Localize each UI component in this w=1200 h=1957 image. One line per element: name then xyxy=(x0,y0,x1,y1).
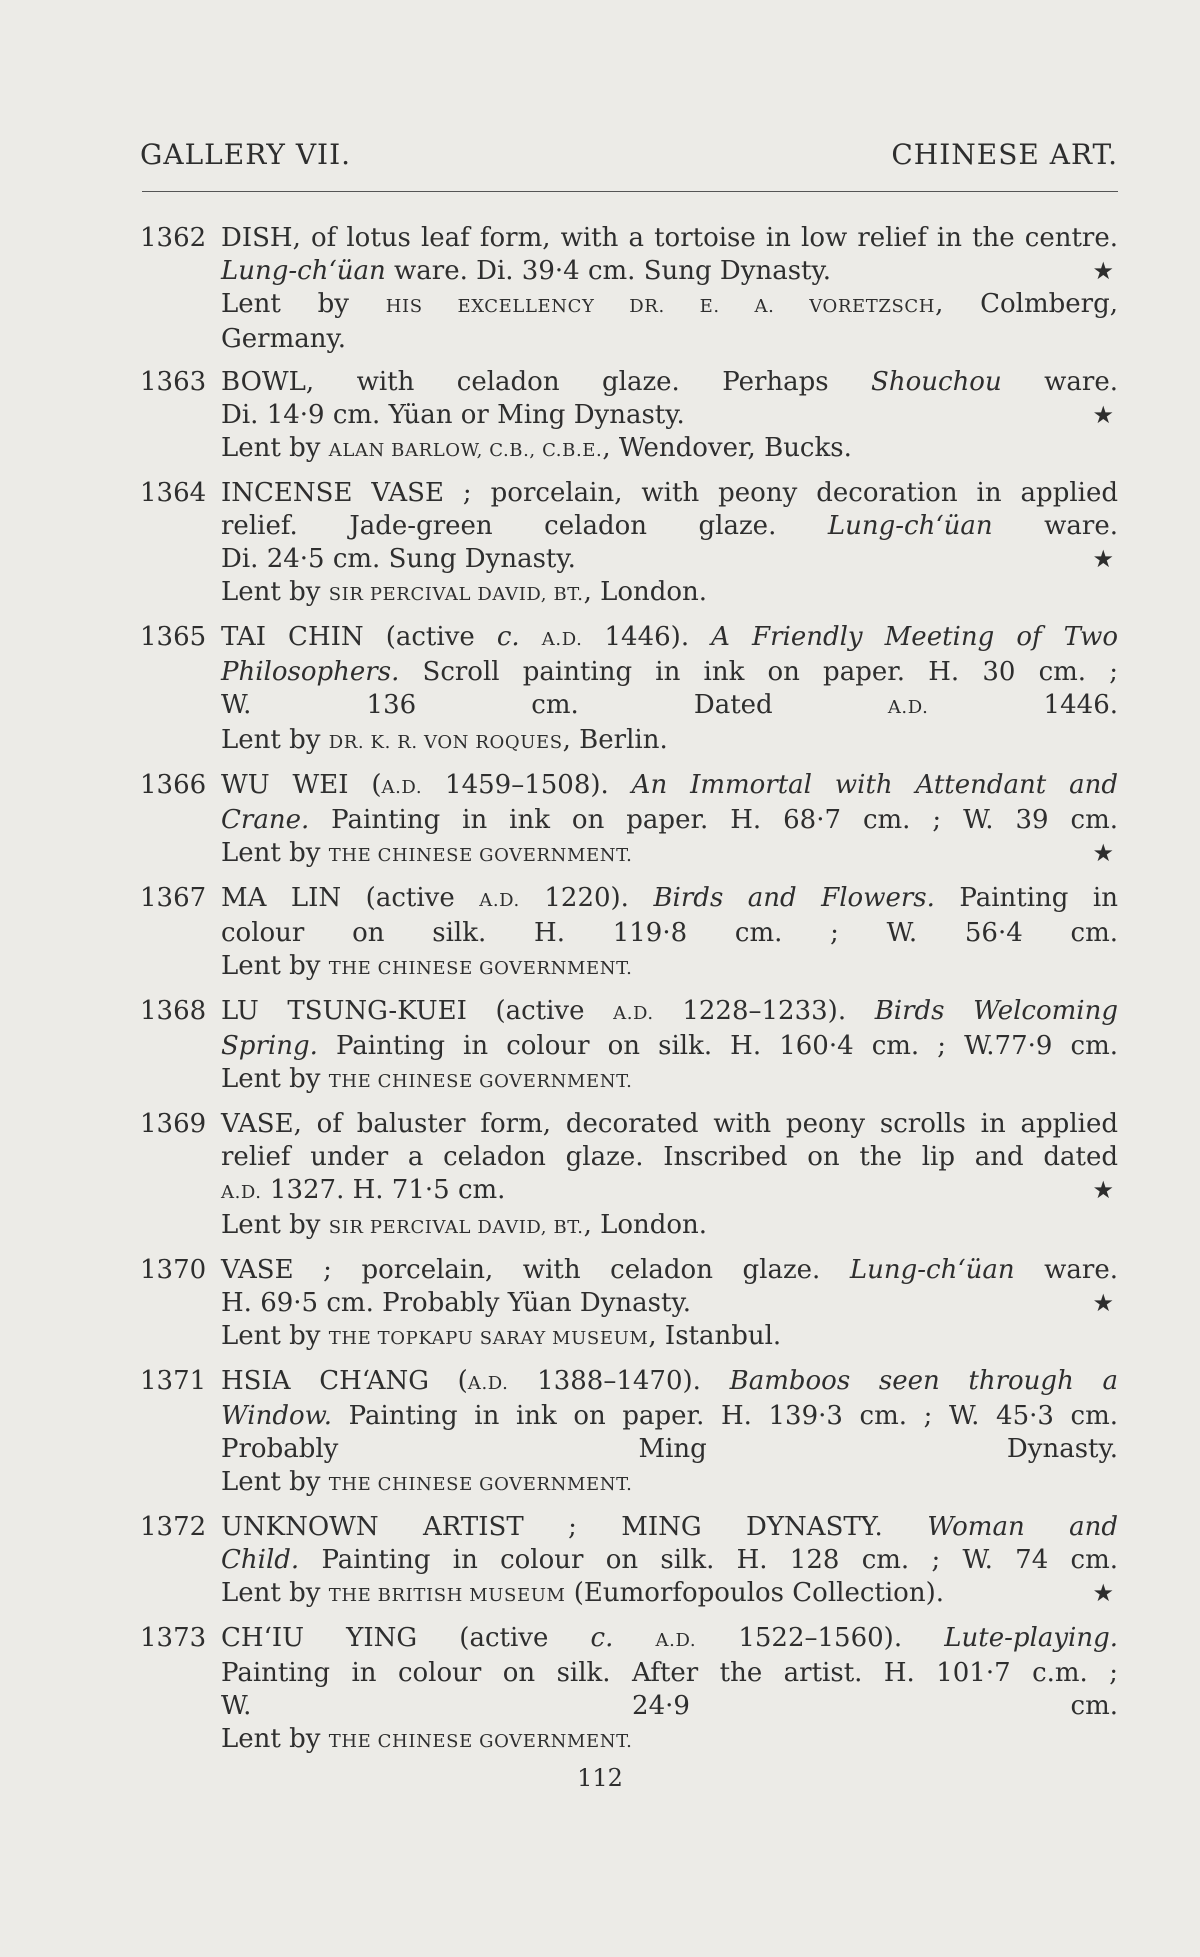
entry-number: 1372 xyxy=(140,1512,207,1542)
lender-name: THE CHINESE GOVERNMENT. xyxy=(328,1474,633,1495)
entry-number: 1367 xyxy=(140,883,207,913)
lender-name: THE TOPKAPU SARAY MUSEUM xyxy=(328,1328,649,1349)
star-icon: ★ xyxy=(1092,545,1114,573)
entry-line xyxy=(221,689,1118,724)
entry-text: 1446). xyxy=(582,622,712,652)
entry-line xyxy=(221,1365,1118,1400)
italic-title: A Friendly Meeting of Two xyxy=(711,622,1118,652)
entry-text: Painting in colour on silk. After the artist. H. 101·7 c.m. ; xyxy=(221,1658,1118,1688)
entry-text: Painting in ink on paper. H. 68·7 cm. ; W. 39 cm. xyxy=(309,805,1118,835)
lender-name: A.D. xyxy=(541,629,583,650)
entry-text: colour on silk. H. 119·8 cm. ; W. 56·4 cm. xyxy=(221,918,1118,948)
entry-text: ware. xyxy=(992,511,1118,541)
catalogue-entry xyxy=(140,1511,1118,1612)
entry-text: 1459–1508). xyxy=(422,770,632,800)
lender-name: HIS EXCELLENCY DR. E. A. VORETZSCH xyxy=(385,296,936,317)
entry-text: CH‘IU YING (active xyxy=(221,1623,591,1653)
lender-name: A.D. xyxy=(887,697,929,718)
page-number: 112 xyxy=(577,1764,623,1792)
catalogue-entry xyxy=(140,1622,1118,1758)
entry-text: Lent by xyxy=(221,1467,329,1497)
catalogue-entry xyxy=(140,366,1118,467)
entry-text: Lent by xyxy=(221,1321,329,1351)
entry-line xyxy=(221,1254,1118,1287)
italic-title: c. xyxy=(496,622,520,652)
running-head-right: CHINESE ART. xyxy=(891,138,1118,171)
entry-text: Painting in ink on paper. H. 139·3 cm. ; W. 45·3 cm. xyxy=(332,1401,1118,1431)
italic-title: Woman and xyxy=(927,1512,1118,1542)
entry-text: , London. xyxy=(583,577,708,607)
italic-title: Birds and Flowers. xyxy=(653,883,935,913)
entry-line xyxy=(221,1577,1118,1612)
entry-text: Lent by xyxy=(221,725,329,755)
star-icon: ★ xyxy=(1092,1579,1114,1607)
catalogue-entry xyxy=(140,1254,1118,1355)
lender-name: SIR PERCIVAL DAVID, BT. xyxy=(328,1217,584,1238)
italic-title: Lung-ch‘üan xyxy=(849,1255,1015,1285)
entry-text: 1228–1233). xyxy=(653,996,875,1026)
lender-name: THE CHINESE GOVERNMENT. xyxy=(328,1071,633,1092)
catalogue-entry xyxy=(140,882,1118,985)
entry-text: Lent by xyxy=(221,1064,329,1094)
entry-text xyxy=(613,1623,655,1653)
entry-line xyxy=(221,1690,1118,1723)
lender-name: THE BRITISH MUSEUM xyxy=(328,1585,566,1606)
entry-line xyxy=(221,995,1118,1030)
entry-text: Di. 14·9 cm. Yüan or Ming Dynasty. xyxy=(221,400,685,430)
entry-number: 1363 xyxy=(140,367,207,397)
entry-line xyxy=(221,288,1118,323)
entry-text: VASE ; porcelain, with celadon glaze. xyxy=(221,1255,850,1285)
italic-title: Bamboos seen through a xyxy=(729,1366,1119,1396)
entry-text: LU TSUNG-KUEI (active xyxy=(221,996,614,1026)
catalogue-entry xyxy=(140,1108,1118,1244)
entry-line xyxy=(221,1622,1118,1657)
entry-text: ware. xyxy=(1001,367,1118,397)
lender-name: THE CHINESE GOVERNMENT. xyxy=(328,845,633,866)
catalogue-entry xyxy=(140,621,1118,759)
entry-line xyxy=(221,1433,1118,1466)
entry-text: ware. Di. 39·4 cm. Sung Dynasty. xyxy=(385,256,831,286)
italic-title: Shouchou xyxy=(871,367,1002,397)
entry-text: Lent by xyxy=(221,951,329,981)
star-icon: ★ xyxy=(1092,257,1114,285)
catalogue-entry xyxy=(140,769,1118,872)
entry-text: Probably Ming Dynasty. xyxy=(221,1434,1118,1464)
entry-text: Germany. xyxy=(221,324,346,354)
entry-text: , London. xyxy=(583,1210,708,1240)
entry-line xyxy=(221,1400,1118,1433)
entry-number: 1368 xyxy=(140,996,207,1026)
entry-line xyxy=(221,950,1118,985)
italic-title: Lung-ch‘üan xyxy=(827,511,993,541)
entry-line xyxy=(221,323,1118,356)
entry-line xyxy=(221,1466,1118,1501)
italic-title: Lute-playing. xyxy=(944,1623,1119,1653)
entry-line xyxy=(221,543,1118,576)
entry-text: Scroll painting in ink on paper. H. 30 cm. ; xyxy=(399,657,1118,687)
entry-text: UNKNOWN ARTIST ; MING DYNASTY. xyxy=(221,1512,928,1542)
entry-text: VASE, of baluster form, decorated with peony scrolls in applied xyxy=(221,1109,1118,1139)
entry-number: 1370 xyxy=(140,1255,207,1285)
entry-line xyxy=(221,1174,1118,1209)
entry-text: Di. 24·5 cm. Sung Dynasty. xyxy=(221,544,576,574)
entry-text: 1327. H. 71·5 cm. xyxy=(261,1175,506,1205)
entry-text: Lent by xyxy=(221,838,329,868)
entry-text: Lent by xyxy=(221,1578,329,1608)
entry-line xyxy=(221,1723,1118,1758)
entry-line xyxy=(221,477,1118,510)
lender-name: DR. K. R. VON ROQUES xyxy=(328,732,563,753)
entry-text: WU WEI ( xyxy=(221,770,382,800)
header-rule xyxy=(142,191,1118,192)
entry-number: 1365 xyxy=(140,622,207,652)
entry-text: relief. Jade-green celadon glaze. xyxy=(221,511,828,541)
lender-name: A.D. xyxy=(221,1182,262,1203)
catalogue-entry xyxy=(140,477,1118,611)
entry-line xyxy=(221,1209,1118,1244)
entry-line xyxy=(221,1108,1118,1141)
entry-text: TAI CHIN (active xyxy=(221,622,497,652)
entry-text: Lent by xyxy=(221,1210,329,1240)
entry-line xyxy=(221,399,1118,432)
catalogue-entry xyxy=(140,995,1118,1098)
italic-title: Window. xyxy=(221,1401,333,1431)
entry-line xyxy=(221,1287,1118,1320)
entry-text: , Colmberg, xyxy=(935,289,1118,319)
entry-number: 1364 xyxy=(140,478,207,508)
entry-line xyxy=(221,724,1118,759)
entry-text: , Istanbul. xyxy=(648,1321,782,1351)
entry-line xyxy=(221,769,1118,804)
italic-title: Lung-ch‘üan xyxy=(221,256,386,286)
lender-name: ALAN BARLOW, C.B., C.B.E. xyxy=(328,440,603,461)
entry-line xyxy=(221,621,1118,656)
lender-name: A.D. xyxy=(613,1003,654,1024)
entry-line xyxy=(221,1030,1118,1063)
running-head-left: GALLERY VII. xyxy=(140,138,352,171)
entry-text: ware. xyxy=(1014,1255,1118,1285)
italic-title: Crane. xyxy=(221,805,310,835)
entry-line xyxy=(221,432,1118,467)
entry-line xyxy=(221,804,1118,837)
lender-name: THE CHINESE GOVERNMENT. xyxy=(328,958,633,979)
catalogue-entries xyxy=(140,222,1118,1768)
italic-title: Philosophers. xyxy=(221,657,400,687)
entry-text: INCENSE VASE ; porcelain, with peony decoration in applied xyxy=(221,478,1118,508)
entry-line xyxy=(221,1063,1118,1098)
star-icon: ★ xyxy=(1092,1176,1114,1204)
entry-text xyxy=(520,622,542,652)
entry-text: 1446. xyxy=(928,690,1118,720)
entry-number: 1369 xyxy=(140,1109,207,1139)
entry-text: Lent by xyxy=(221,289,386,319)
entry-text: H. 69·5 cm. Probably Yüan Dynasty. xyxy=(221,1288,691,1318)
entry-line xyxy=(221,222,1118,255)
entry-number: 1373 xyxy=(140,1623,207,1653)
entry-text: Painting in colour on silk. H. 160·4 cm. ; W.77·9 cm. xyxy=(317,1031,1118,1061)
lender-name: A.D. xyxy=(655,1630,697,1651)
entry-number: 1366 xyxy=(140,770,207,800)
entry-text: 1522–1560). xyxy=(696,1623,945,1653)
entry-text: Lent by xyxy=(221,433,329,463)
entry-line xyxy=(221,510,1118,543)
entry-line xyxy=(221,917,1118,950)
entry-line xyxy=(221,1141,1118,1174)
entry-line xyxy=(221,1657,1118,1690)
italic-title: Birds Welcoming xyxy=(874,996,1118,1026)
entry-line xyxy=(221,837,1118,872)
lender-name: SIR PERCIVAL DAVID, BT. xyxy=(328,584,584,605)
entry-text: Lent by xyxy=(221,577,329,607)
entry-text: Lent by xyxy=(221,1724,329,1754)
entry-text: relief under a celadon glaze. Inscribed on the lip and dated xyxy=(221,1142,1118,1172)
entry-text: MA LIN (active xyxy=(221,883,480,913)
entry-line xyxy=(221,576,1118,611)
star-icon: ★ xyxy=(1092,1289,1114,1317)
entry-line xyxy=(221,1511,1118,1544)
star-icon: ★ xyxy=(1092,401,1114,429)
entry-text: Painting in colour on silk. H. 128 cm. ; W. 74 cm. xyxy=(299,1545,1118,1575)
lender-name: A.D. xyxy=(381,777,423,798)
entry-line xyxy=(221,366,1118,399)
entry-text: BOWL, with celadon glaze. Perhaps xyxy=(221,367,872,397)
entry-text: W. 24·9 cm. xyxy=(221,1691,1118,1721)
entry-text: (Eumorfopoulos Collection). xyxy=(565,1578,944,1608)
entry-text: W. 136 cm. Dated xyxy=(221,690,888,720)
entry-text: , Berlin. xyxy=(562,725,668,755)
entry-text: Painting in xyxy=(934,883,1118,913)
entry-line xyxy=(221,882,1118,917)
entry-line xyxy=(221,656,1118,689)
entry-number: 1362 xyxy=(140,223,207,253)
entry-number: 1371 xyxy=(140,1366,207,1396)
catalogue-entry xyxy=(140,1365,1118,1501)
entry-line xyxy=(221,1320,1118,1355)
entry-text: DISH, of lotus leaf form, with a tortoise in low relief in the centre. xyxy=(221,223,1118,253)
lender-name: A.D. xyxy=(467,1373,509,1394)
entry-text: , Wendover, Bucks. xyxy=(602,433,852,463)
entry-text: HSIA CH‘ANG ( xyxy=(221,1366,468,1396)
catalogue-entry xyxy=(140,222,1118,356)
italic-title: Child. xyxy=(221,1545,300,1575)
star-icon: ★ xyxy=(1092,839,1114,867)
lender-name: THE CHINESE GOVERNMENT. xyxy=(328,1731,633,1752)
entry-line xyxy=(221,1544,1118,1577)
italic-title: An Immortal with Attendant and xyxy=(631,770,1118,800)
italic-title: c. xyxy=(590,1623,614,1653)
lender-name: A.D. xyxy=(479,890,520,911)
entry-text: 1388–1470). xyxy=(508,1366,730,1396)
entry-line xyxy=(221,255,1118,288)
entry-text: 1220). xyxy=(519,883,654,913)
italic-title: Spring. xyxy=(221,1031,318,1061)
